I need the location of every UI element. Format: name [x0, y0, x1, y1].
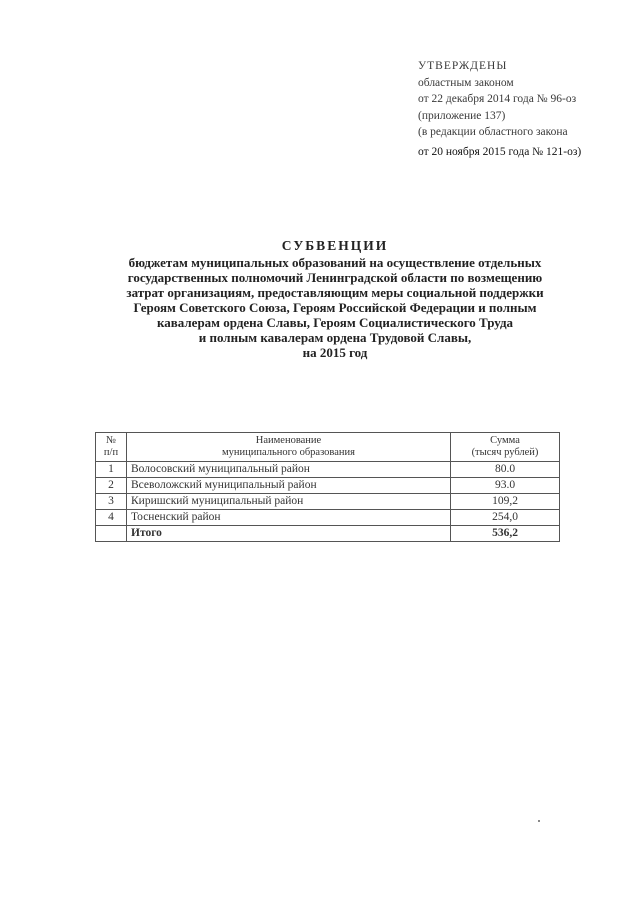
approval-line-4: (в редакции областного закона: [418, 126, 568, 138]
subsidy-table: [95, 432, 560, 542]
row-sum: 80.0: [451, 462, 560, 478]
header-sum-line-2: (тысяч рублей): [471, 447, 539, 458]
title-main: СУБВЕНЦИИ: [281, 238, 389, 253]
approval-line-1: областным законом: [418, 76, 514, 89]
total-sum: 536,2: [451, 526, 560, 542]
header-name-line-2: муниципального образования: [222, 447, 355, 458]
total-label: Итого: [127, 526, 451, 542]
title-line-7: на 2015 год: [302, 345, 368, 360]
title-line-4: Героям Советского Союза, Героям Российской Федерации и полным: [133, 300, 537, 315]
approval-line-2: от 22 декабря 2014 года № 96-оз: [418, 93, 577, 105]
header-sum: [451, 433, 560, 462]
title-line-2: государственных полномочий Ленинградской области по возмещению: [127, 270, 543, 285]
header-sum-line-1: Сумма: [490, 435, 520, 446]
title-line-3: затрат организациям, предоставляющим меры социальной поддержки: [126, 285, 544, 300]
row-number: 3: [96, 494, 127, 510]
title-line-5: кавалерам ордена Славы, Героям Социалистического Труда: [156, 315, 514, 330]
approval-block: [418, 58, 632, 160]
document-title: [100, 238, 570, 360]
approval-heading: УТВЕРЖДЕНЫ: [418, 60, 508, 72]
row-number: 2: [96, 478, 127, 494]
title-line-1: бюджетам муниципальных образований на осуществление отдельных: [128, 255, 542, 270]
table-header-row: [96, 433, 560, 462]
total-number-cell: [96, 526, 127, 542]
row-sum: 93.0: [451, 478, 560, 494]
row-sum: 109,2: [451, 494, 560, 510]
table-row: [96, 494, 560, 510]
header-number-line-2: п/п: [103, 447, 119, 458]
table-row: [96, 510, 560, 526]
row-number: 1: [96, 462, 127, 478]
header-number: [96, 433, 127, 462]
row-number: 4: [96, 510, 127, 526]
table-total-row: [96, 526, 560, 542]
row-name: Киришский муниципальный район: [127, 494, 451, 510]
scan-speck: [538, 820, 540, 822]
header-name-line-1: Наименование: [255, 435, 322, 446]
approval-line-3: (приложение 137): [418, 109, 506, 122]
row-sum: 254,0: [451, 510, 560, 526]
table-row: [96, 478, 560, 494]
title-line-6: и полным кавалерам ордена Трудовой Славы,: [198, 330, 472, 345]
header-number-line-1: №: [105, 435, 117, 446]
row-name: Всеволожский муниципальный район: [127, 478, 451, 494]
row-name: Волосовский муниципальный район: [127, 462, 451, 478]
row-name: Тосненский район: [127, 510, 451, 526]
approval-amendment: от 20 ноября 2015 года № 121-оз): [418, 145, 582, 158]
header-name: [127, 433, 451, 462]
table-row: [96, 462, 560, 478]
